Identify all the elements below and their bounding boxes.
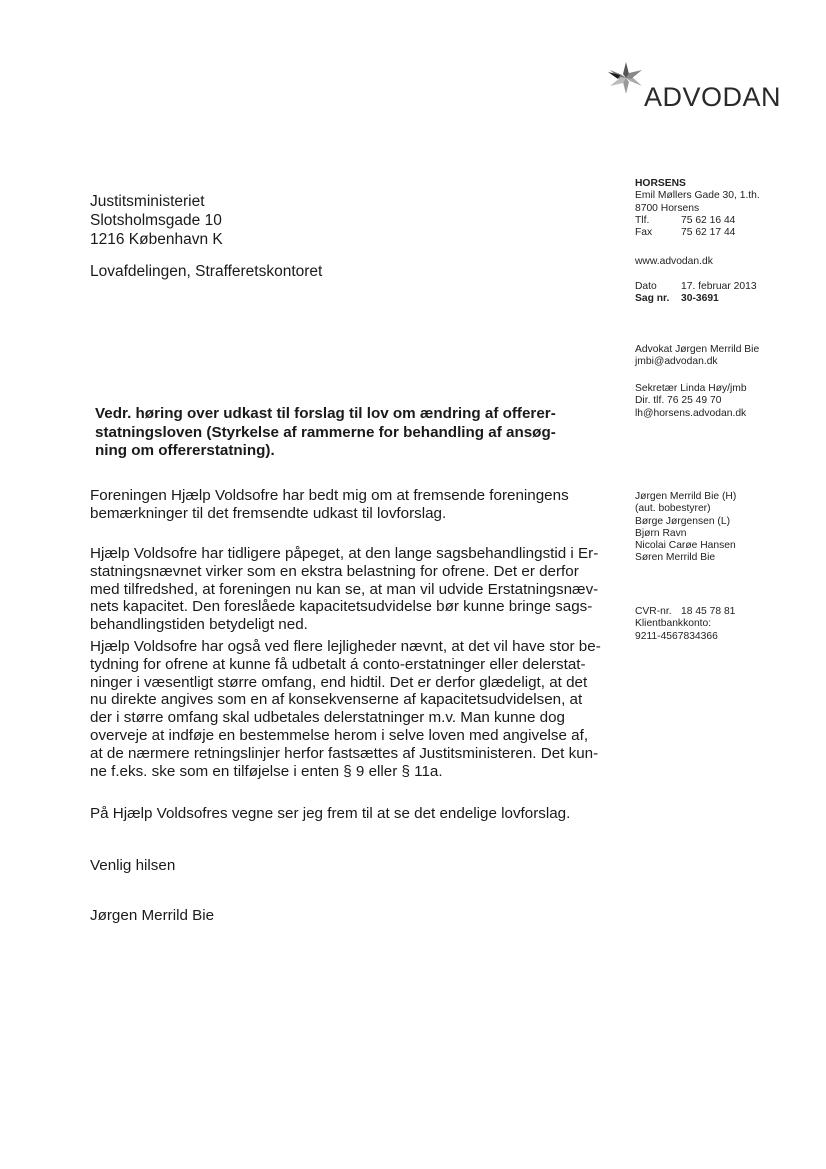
lawyer-email[interactable]: jmbi@advodan.dk xyxy=(635,356,718,368)
secretary-block xyxy=(635,383,747,420)
sender-office-block xyxy=(635,178,760,239)
partner-item: Søren Merrild Bie xyxy=(635,552,716,564)
advodan-logo xyxy=(606,60,786,112)
date-case-block xyxy=(635,281,757,306)
recipient-line: Justitsministeriet xyxy=(90,193,205,210)
partner-item: Nicolai Carøe Hansen xyxy=(635,540,736,552)
secretary-phone: Dir. tlf. 76 25 49 70 xyxy=(635,395,722,407)
website-link[interactable]: www.advodan.dk xyxy=(635,256,713,267)
lawyer-block xyxy=(635,344,759,369)
partners-list xyxy=(635,491,736,565)
body-paragraph-2: Hjælp Voldsofre har tidligere påpeget, at den lange sagsbehandlingstid i Er- statningsnævnet virker som en ekstra belastning for ofrene. Det er derfor med tilfredshed, at foreningen nu kan se, at man vil udvide Erstatningsnæv- nets kapacitet. Den foreslåede kapacitetsudvidelse bør kunne bringe sags- behandlingstiden betydeligt ned. xyxy=(90,545,599,634)
partner-item: (aut. bobestyrer) xyxy=(635,503,711,515)
office-name: HORSENS xyxy=(635,178,686,189)
lawyer-name: Advokat Jørgen Merrild Bie xyxy=(635,344,760,355)
secretary-name: Sekretær Linda Høy/jmb xyxy=(635,383,747,394)
star-burst-icon xyxy=(606,60,646,96)
office-fax: Fax 75 62 17 44 xyxy=(635,227,736,239)
recipient-department: Lovafdelingen, Strafferetskontoret xyxy=(90,263,323,280)
secretary-email[interactable]: lh@horsens.advodan.dk xyxy=(635,407,747,419)
case-row: Sag nr. 30-3691 xyxy=(635,293,719,305)
office-address-line: 8700 Horsens xyxy=(635,202,700,214)
letter-subject: Vedr. høring over udkast til forslag til lov om ændring af offerer- statningsloven (Styrkelse af rammerne for behandling af ansøg- ning om offererstatning). xyxy=(95,405,556,459)
closing-greeting: Venlig hilsen xyxy=(90,857,176,874)
office-phone: Tlf. 75 62 16 44 xyxy=(635,214,736,226)
company-info-block xyxy=(635,606,735,643)
bank-account: 9211-4567834366 xyxy=(635,630,718,642)
office-address-line: Emil Møllers Gade 30, 1.th. xyxy=(635,190,760,202)
recipient-line: 1216 København K xyxy=(90,231,223,248)
date-row: Dato 17. februar 2013 xyxy=(635,281,757,292)
body-paragraph-1: Foreningen Hjælp Voldsofre har bedt mig om at fremsende foreningens bemærkninger til det fremsendte udkast til lovforslag. xyxy=(90,487,569,522)
logo-wordmark: ADVODAN xyxy=(644,82,782,112)
recipient-address xyxy=(90,192,223,249)
body-paragraph-4: På Hjælp Voldsofres vegne ser jeg frem til at se det endelige lovforslag. xyxy=(90,805,571,822)
partner-item: Børge Jørgensen (L) xyxy=(635,515,730,527)
recipient-line: Slotsholmsgade 10 xyxy=(90,212,222,229)
signature-name: Jørgen Merrild Bie xyxy=(90,907,215,924)
partner-item: Jørgen Merrild Bie (H) xyxy=(635,491,737,502)
partner-item: Bjørn Ravn xyxy=(635,527,687,539)
bank-label: Klientbankkonto: xyxy=(635,618,712,630)
body-paragraph-3: Hjælp Voldsofre har også ved flere lejligheder nævnt, at det vil have stor be- tydning for ofrene at kunne få udbetalt á conto-erstatninger eller delerstat- ninger i væsentligt større omfang, end hidtil. Det er derfor glædeligt, at det nu direkte angives som en af konsekvenserne af kapacitetsudvidelsen, at der i større omfang skal udbetales delerstatninger m.v. Man kunne dog overveje at indføje en bestemmelse herom i selve loven med angivelse af, at de nærmere retningslinjer herfor fastsættes af Justitsministeren. Det kun- ne f.eks. ske som en tilføjelse i enten § 9 eller § 11a. xyxy=(90,638,601,780)
cvr-row: CVR-nr. 18 45 78 81 xyxy=(635,606,736,617)
